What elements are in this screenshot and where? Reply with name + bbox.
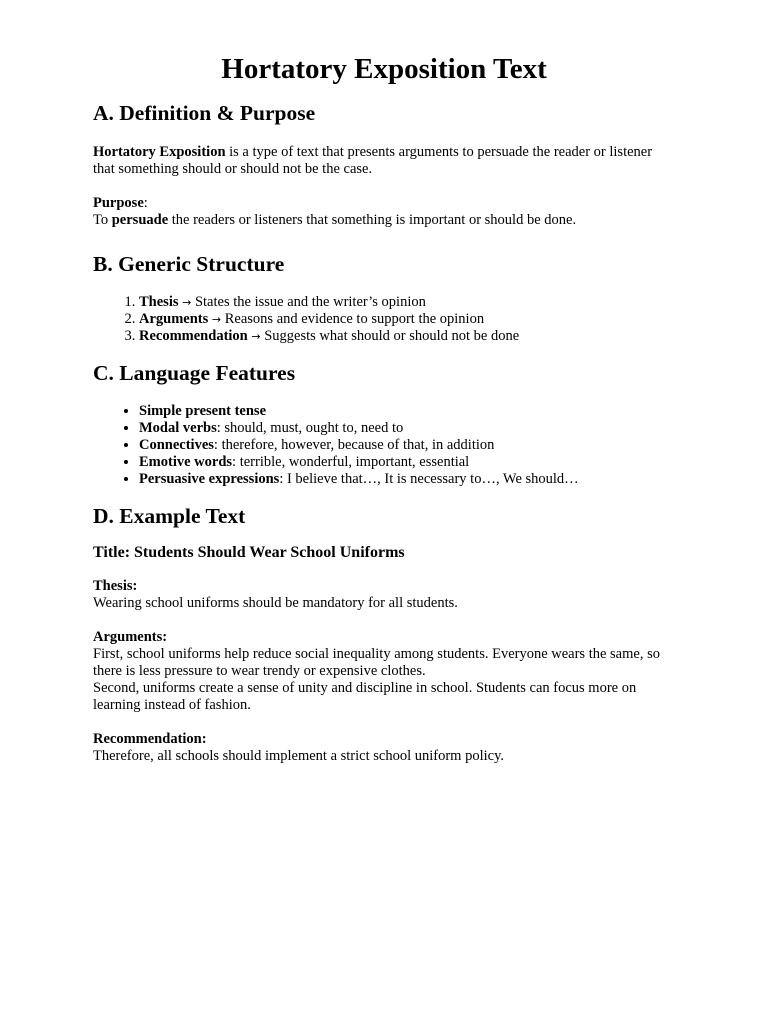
feature-desc: : terrible, wonderful, important, essential (232, 454, 470, 470)
thesis-label (93, 578, 675, 595)
feature-item (139, 471, 675, 488)
structure-item-arguments (139, 311, 675, 328)
feature-term: Connectives (139, 437, 214, 453)
feature-term: Simple present tense (139, 403, 267, 419)
definition-term: Hortatory Exposition (93, 144, 226, 160)
recommendation-label-text: Recommendation: (93, 731, 207, 747)
thesis-text: Wearing school uniforms should be mandatory for all students. (93, 595, 458, 611)
feature-item (139, 454, 675, 471)
structure-term: Arguments (139, 311, 209, 327)
arrow-icon: → (211, 313, 222, 326)
purpose-bold: persuade (111, 212, 169, 228)
recommendation-label (93, 731, 675, 748)
feature-term: Modal verbs (139, 420, 217, 436)
recommendation-text: Therefore, all schools should implement a strict school uniform policy. (93, 748, 505, 764)
structure-desc: Suggests what should or should not be done (264, 328, 520, 344)
language-features-list (93, 403, 675, 488)
thesis-block (93, 578, 675, 612)
purpose-rest: the readers or listeners that something is important or should be done. (168, 212, 577, 228)
structure-desc: Reasons and evidence to support the opinion (224, 311, 485, 327)
purpose-label-line (93, 195, 675, 212)
feature-item (139, 403, 675, 420)
thesis-label-text: Thesis: (93, 578, 138, 594)
feature-item (139, 437, 675, 454)
purpose-text (93, 212, 675, 229)
arrow-icon: → (251, 330, 261, 343)
arguments-label (93, 629, 675, 646)
generic-structure-list (93, 294, 675, 345)
section-b-heading: B. Generic Structure (93, 252, 285, 276)
definition-text: is a type of text that presents arguments to persuade the reader or listener that something should or should not be the case. (93, 144, 653, 177)
structure-desc: States the issue and the writer’s opinion (194, 294, 426, 310)
feature-desc: : therefore, however, because of that, in addition (213, 437, 495, 453)
document-title: Hortatory Exposition Text (221, 53, 547, 85)
feature-desc: : I believe that…, It is necessary to…, We should… (279, 471, 579, 487)
feature-term: Emotive words (139, 454, 233, 470)
argument-second: Second, uniforms create a sense of unity and discipline in school. Students can focus more on learning instead of fashion. (93, 680, 637, 713)
arguments-block (93, 629, 675, 714)
purpose-to: To (93, 212, 112, 228)
arguments-label-text: Arguments: (93, 629, 168, 645)
section-d-heading: D. Example Text (93, 504, 246, 528)
structure-term: Thesis (139, 294, 179, 310)
definition-paragraph (93, 144, 675, 178)
example-title: Title: Students Should Wear School Uniforms (93, 544, 405, 561)
purpose-colon: : (143, 195, 148, 211)
section-c-heading: C. Language Features (93, 361, 296, 385)
recommendation-block (93, 731, 675, 765)
structure-item-thesis (139, 294, 675, 311)
argument-first: First, school uniforms help reduce social inequality among students. Everyone wears the same, so there is less pressure to wear trendy or expensive clothes. (93, 646, 660, 679)
structure-term: Recommendation (139, 328, 248, 344)
section-a-heading: A. Definition & Purpose (93, 101, 316, 125)
arrow-icon: → (182, 296, 192, 309)
purpose-block (93, 195, 675, 229)
structure-item-recommendation (139, 328, 675, 345)
feature-desc: : should, must, ought to, need to (216, 420, 404, 436)
feature-item (139, 420, 675, 437)
feature-term: Persuasive expressions (139, 471, 280, 487)
purpose-label: Purpose (93, 195, 144, 211)
